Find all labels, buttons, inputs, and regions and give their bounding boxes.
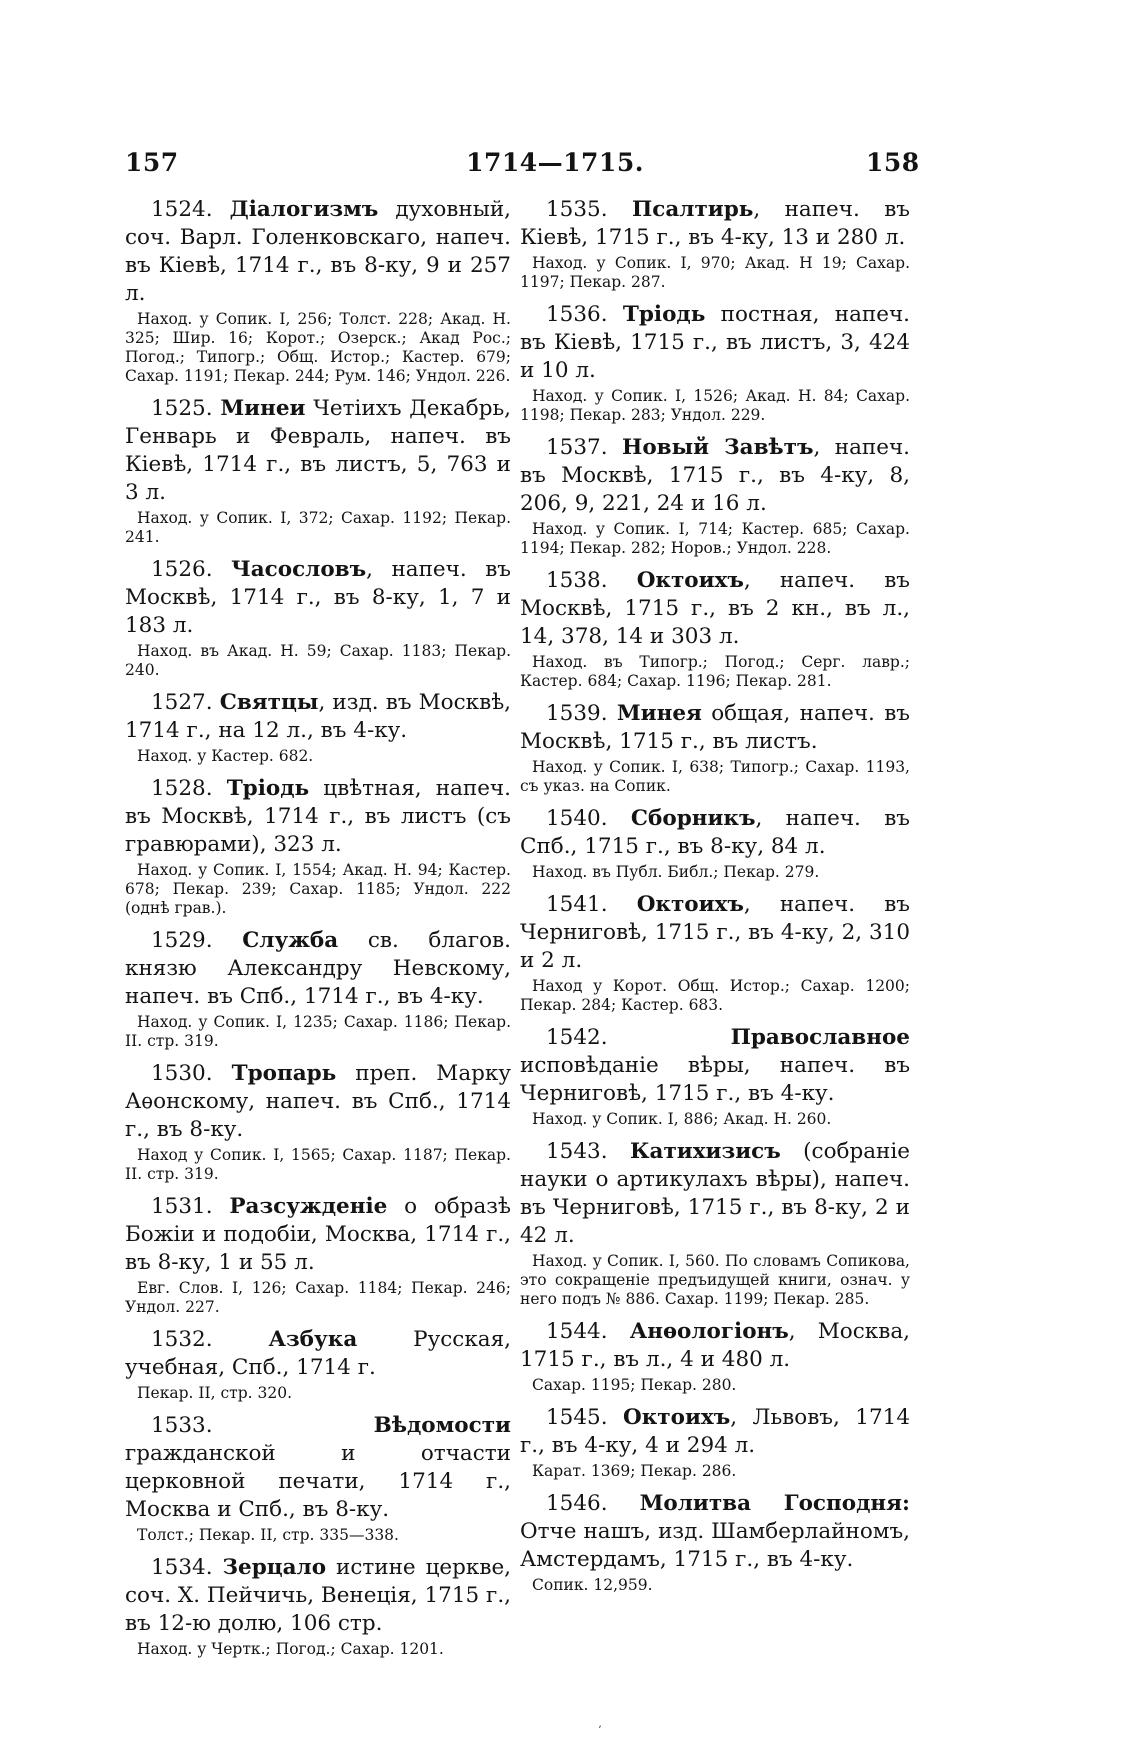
entry-text	[520, 700, 910, 756]
entry-text	[520, 1404, 910, 1460]
entry-text	[125, 927, 511, 1011]
bibliography-entry	[125, 1060, 511, 1184]
entry-description: , напеч. въ Кіевѣ, 1715 г., въ 4-ку, 13 и 280 л.	[520, 197, 910, 250]
entry-headword: Часословъ	[231, 557, 367, 582]
entry-number: 1534.	[151, 1555, 213, 1580]
entry-headword: Катихизисъ	[629, 1139, 781, 1164]
bibliography-entry	[520, 1318, 910, 1395]
entry-source-note: Наход. у Сопик. I, 970; Акад. Н 19; Сахар. 1197; Пекар. 287.	[520, 254, 910, 291]
entry-description: , напеч. въ Спб., 1715 г., въ 8-ку, 84 л.	[520, 806, 910, 859]
bibliography-entry	[520, 1490, 910, 1595]
entry-description: Четіихъ Декабрь, Генварь и Февраль, напеч. въ Кіевѣ, 1714 г., въ листъ, 5, 763 и 3 л.	[125, 396, 511, 505]
entry-source-note: Наход. въ Публ. Библ.; Пекар. 279.	[532, 863, 820, 881]
bibliography-entry	[520, 1024, 910, 1129]
entry-description: преп. Марку Аѳонскому, напеч. въ Спб., 1714 г., въ 8-ку.	[125, 1061, 511, 1142]
entry-number: 1531.	[151, 1194, 213, 1219]
entry-text	[125, 1060, 511, 1144]
entry-headword: Тріодь	[622, 302, 706, 327]
entry-headword: Сборникъ	[630, 806, 756, 831]
bibliography-entry	[125, 196, 511, 386]
entry-headword: Анѳологіонъ	[629, 1319, 789, 1344]
bibliography-entry	[520, 1138, 910, 1309]
bibliography-entry	[125, 927, 511, 1051]
bibliography-entry	[520, 434, 910, 558]
entry-headword: Тропарь	[231, 1061, 337, 1086]
entry-number: 1543.	[546, 1139, 608, 1164]
entry-text	[520, 1490, 910, 1574]
entry-source-note: Наход. у Сопик. I, 1235; Сахар. 1186; Пекар. II. стр. 319.	[125, 1013, 511, 1050]
entry-description: , изд. въ Москвѣ, 1714 г., на 12 л., въ 4-ку.	[125, 690, 511, 743]
entry-source-note: Наход. у Сопик. I, 1526; Акад. Н. 84; Сахар. 1198; Пекар. 283; Ундол. 229.	[520, 387, 910, 424]
entry-source-note: Наход. у Сопик. I, 886; Акад. Н. 260.	[532, 1110, 832, 1128]
entry-number: 1526.	[151, 557, 213, 582]
entry-description: Русская, учебная, Спб., 1714 г.	[125, 1327, 511, 1380]
stray-mark: ʼ	[598, 1725, 602, 1736]
bibliography-entry	[125, 1554, 511, 1659]
entry-text	[520, 1024, 910, 1108]
running-title: 1714—1715.	[466, 148, 644, 177]
entry-number: 1533.	[151, 1413, 213, 1438]
entry-headword: Служба	[242, 928, 339, 953]
bibliography-entry	[125, 1193, 511, 1317]
right-page-number: 158	[866, 148, 920, 177]
entry-headword: Минеи	[220, 396, 306, 421]
right-column	[520, 196, 910, 1604]
entry-text	[125, 395, 511, 507]
bibliography-entry	[125, 1326, 511, 1403]
entry-source-note: Пекар. II, стр. 320.	[137, 1384, 293, 1402]
entry-description: общая, напеч. въ Москвѣ, 1715 г., въ листъ.	[520, 701, 910, 754]
entry-headword: Діалогизмъ	[229, 197, 379, 222]
entry-source-note: Наход. у Чертк.; Погод.; Сахар. 1201.	[137, 1640, 444, 1658]
entry-description: о образѣ Божіи и подобіи, Москва, 1714 г., въ 8-ку, 1 и 55 л.	[125, 1194, 511, 1275]
entry-source-note: Сахар. 1195; Пекар. 280.	[532, 1376, 737, 1394]
entry-headword: Октоихъ	[636, 892, 744, 917]
entry-text	[520, 1318, 910, 1374]
entry-description: постная, напеч. въ Кіевѣ, 1715 г., въ листъ, 3, 424 и 10 л.	[520, 302, 910, 383]
entry-text	[125, 1326, 511, 1382]
entry-text	[520, 196, 910, 252]
entry-text	[520, 434, 910, 518]
entry-text	[520, 301, 910, 385]
entry-number: 1530.	[151, 1061, 213, 1086]
entry-headword: Псалтирь	[631, 197, 754, 222]
entry-number: 1537.	[546, 435, 608, 460]
bibliography-entry	[520, 891, 910, 1015]
left-page-number: 157	[125, 148, 179, 177]
entry-description: , напеч. въ Черниговѣ, 1715 г., въ 4-ку, 2, 310 и 2 л.	[520, 892, 910, 973]
entry-text	[125, 196, 511, 308]
entry-description: цвѣтная, напеч. въ Москвѣ, 1714 г., въ листъ (съ гравюрами), 323 л.	[125, 776, 511, 857]
entry-description: , напеч. въ Москвѣ, 1715 г., въ 4-ку, 8, 206, 9, 221, 24 и 16 л.	[520, 435, 910, 516]
entry-text	[520, 1138, 910, 1250]
entry-description: духовный, соч. Варл. Голенковскаго, напеч. въ Кіевѣ, 1714 г., въ 8-ку, 9 и 257 л.	[125, 197, 511, 306]
entry-source-note: Наход у Корот. Общ. Истор.; Сахар. 1200; Пекар. 284; Кастер. 683.	[520, 977, 910, 1014]
entry-headword: Разсужденіе	[229, 1194, 388, 1219]
entry-text	[125, 689, 511, 745]
entry-text	[520, 567, 910, 651]
bibliography-entry	[125, 689, 511, 766]
entry-headword: Минея	[616, 701, 702, 726]
entry-source-note: Евг. Слов. I, 126; Сахар. 1184; Пекар. 246; Ундол. 227.	[125, 1279, 511, 1316]
entry-headword: Православное	[730, 1025, 910, 1050]
bibliography-entry	[125, 775, 511, 918]
bibliography-entry	[520, 805, 910, 882]
bibliography-entry	[125, 395, 511, 547]
entry-description: , Львовъ, 1714 г., въ 4-ку, 4 и 294 л.	[520, 1405, 910, 1458]
entry-number: 1536.	[546, 302, 608, 327]
entry-headword: Новый Завѣтъ	[622, 435, 814, 460]
entry-source-note: Наход. у Сопик. I, 714; Кастер. 685; Сахар. 1194; Пекар. 282; Норов.; Ундол. 228.	[520, 520, 910, 557]
entry-description: исповѣданіе вѣры, напеч. въ Черниговѣ, 1715 г., въ 4-ку.	[520, 1053, 910, 1106]
entry-number: 1540.	[546, 806, 608, 831]
entry-source-note: Сопик. 12,959.	[532, 1576, 653, 1594]
entry-number: 1542.	[546, 1025, 608, 1050]
entry-headword: Октоихъ	[623, 1405, 731, 1430]
entry-source-note: Наход. у Сопик. I, 638; Типогр.; Сахар. 1193, съ указ. на Сопик.	[520, 758, 910, 795]
entry-source-note: Наход у Сопик. I, 1565; Сахар. 1187; Пекар. II. стр. 319.	[125, 1146, 511, 1183]
entry-description: Отче нашъ, изд. Шамберлайномъ, Амстердамъ, 1715 г., въ 4-ку.	[520, 1519, 910, 1572]
entry-number: 1528.	[151, 776, 213, 801]
entry-source-note: Толст.; Пекар. II, стр. 335—338.	[137, 1526, 399, 1544]
entry-source-note: Наход. у Сопик. I, 560. По словамъ Сопикова, это сокращеніе предъидущей книги, означ. у него подъ № 886. Сахар. 1199; Пекар. 285.	[520, 1252, 910, 1308]
entry-headword: Зерцало	[222, 1555, 327, 1580]
bibliography-entry	[125, 556, 511, 680]
entry-number: 1539.	[546, 701, 608, 726]
entry-number: 1525.	[151, 396, 213, 421]
entry-number: 1529.	[151, 928, 213, 953]
entry-text	[520, 805, 910, 861]
entry-source-note: Наход. въ Акад. Н. 59; Сахар. 1183; Пекар. 240.	[125, 642, 511, 679]
entry-description: (собраніе науки о артикулахъ вѣры), напеч. въ Черниговѣ, 1715 г., въ 8-ку, 2 и 42 л.	[520, 1139, 910, 1248]
entry-headword: Октоихъ	[636, 568, 744, 593]
bibliography-entry	[520, 196, 910, 292]
entry-headword: Молитва Господня:	[639, 1491, 910, 1516]
entry-source-note: Наход. у Сопик. I, 372; Сахар. 1192; Пекар. 241.	[125, 509, 511, 546]
entry-source-note: Наход. у Сопик. I, 256; Толст. 228; Акад. Н. 325; Шир. 16; Корот.; Озерск.; Акад Рос.; Погод.; Типогр.; Общ. Истор.; Кастер. 679; Сахар. 1191; Пекар. 244; Рум. 146; Ундол. 226.	[125, 310, 511, 385]
bibliography-entry	[520, 301, 910, 425]
entry-headword: Святцы	[219, 690, 319, 715]
entry-text	[125, 556, 511, 640]
entry-number: 1532.	[151, 1327, 213, 1352]
entry-text	[520, 891, 910, 975]
entry-number: 1545.	[546, 1405, 608, 1430]
entry-headword: Вѣдомости	[373, 1413, 511, 1438]
entry-number: 1546.	[546, 1491, 608, 1516]
entry-headword: Тріодь	[226, 776, 310, 801]
entry-description: гражданской и отчасти церковной печати, 1714 г., Москва и Спб., въ 8-ку.	[125, 1441, 511, 1522]
entry-text	[125, 1193, 511, 1277]
entry-number: 1527.	[151, 690, 213, 715]
entry-number: 1535.	[546, 197, 608, 222]
entry-number: 1524.	[151, 197, 213, 222]
entry-source-note: Наход. въ Типогр.; Погод.; Серг. лавр.; Кастер. 684; Сахар. 1196; Пекар. 281.	[520, 653, 910, 690]
bibliography-entry	[520, 700, 910, 796]
entry-description: , напеч. въ Москвѣ, 1715 г., въ 2 кн., въ л., 14, 378, 14 и 303 л.	[520, 568, 910, 649]
entry-text	[125, 1554, 511, 1638]
bibliography-entry	[520, 1404, 910, 1481]
entry-number: 1538.	[546, 568, 608, 593]
entry-number: 1541.	[546, 892, 608, 917]
entry-source-note: Наход. у Кастер. 682.	[137, 747, 314, 765]
entry-number: 1544.	[546, 1319, 608, 1344]
entry-text	[125, 775, 511, 859]
left-column	[125, 196, 511, 1668]
entry-description: , напеч. въ Москвѣ, 1714 г., въ 8-ку, 1, 7 и 183 л.	[125, 557, 511, 638]
entry-headword: Азбука	[268, 1327, 358, 1352]
entry-description: , Москва, 1715 г., въ л., 4 и 480 л.	[520, 1319, 910, 1372]
bibliography-entry	[125, 1412, 511, 1545]
bibliography-entry	[520, 567, 910, 691]
entry-description: истине церкве, соч. Х. Пейчичь, Венеція, 1715 г., въ 12-ю долю, 106 стр.	[125, 1555, 512, 1636]
entry-description: св. благов. князю Александру Невскому, напеч. въ Спб., 1714 г., въ 4-ку.	[125, 928, 511, 1009]
entry-text	[125, 1412, 511, 1524]
entry-source-note: Карат. 1369; Пекар. 286.	[532, 1462, 737, 1480]
entry-source-note: Наход. у Сопик. I, 1554; Акад. Н. 94; Кастер. 678; Пекар. 239; Сахар. 1185; Ундол. 222 (однѣ грав.).	[125, 861, 511, 917]
